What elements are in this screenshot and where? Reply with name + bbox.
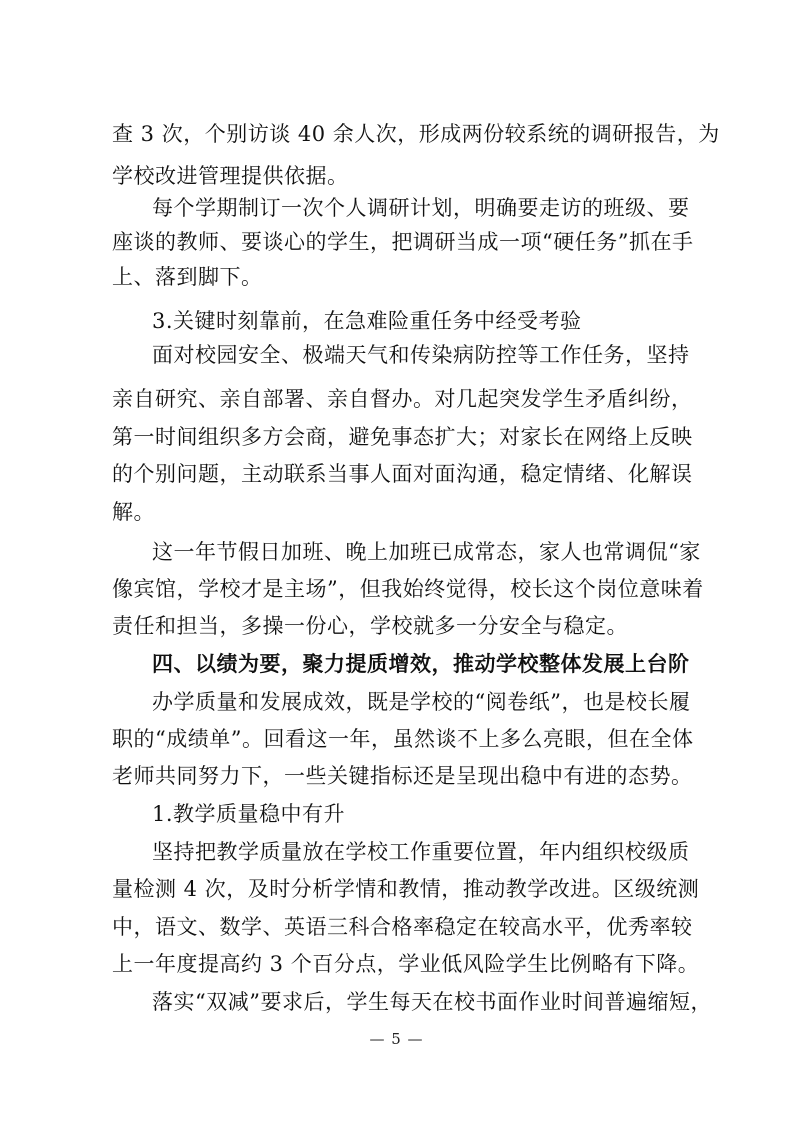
body-text-line: 责任和担当，多操一份心，学校就多一分安全与稳定。 — [112, 614, 628, 638]
subsection-heading: 1.教学质量稳中有升 — [152, 802, 346, 826]
body-text-line: 坚持把教学质量放在学校工作重要位置，年内组织校级质 — [152, 840, 690, 864]
body-text-line: 办学质量和发展成效，既是学校的“阅卷纸”，也是校长履 — [152, 690, 691, 714]
body-text-line: 学校改进管理提供依据。 — [112, 164, 349, 188]
body-text-line: 量检测 4 次，及时分析学情和教情，推动教学改进。区级统测 — [112, 877, 700, 901]
body-text-line: 落实“双减”要求后，学生每天在校书面作业时间普遍缩短， — [152, 990, 712, 1014]
body-text-line: 每个学期制订一次个人调研计划，明确要走访的班级、要 — [152, 196, 690, 220]
body-text-line: 的个别问题，主动联系当事人面对面沟通，稳定情绪、化解误 — [112, 462, 693, 486]
body-text-line: 像宾馆，学校才是主场”，但我始终觉得，校长这个岗位意味着 — [112, 577, 704, 601]
body-text-line: 职的“成绩单”。回看这一年，虽然谈不上多么亮眼，但在全体 — [112, 727, 694, 751]
body-text-line: 亲自研究、亲自部署、亲自督办。对几起突发学生矛盾纠纷， — [112, 387, 693, 411]
body-text-line: 解。 — [112, 500, 155, 524]
body-text-line: 老师共同努力下，一些关键指标还是呈现出稳中有进的态势。 — [112, 764, 693, 788]
section-heading: 四、以绩为要，聚力提质增效，推动学校整体发展上台阶 — [152, 652, 690, 676]
body-text-line: 查 3 次，个别访谈 40 余人次，形成两份较系统的调研报告，为 — [112, 122, 720, 146]
body-text-line: 中，语文、数学、英语三科合格率稳定在较高水平，优秀率较 — [112, 915, 693, 939]
body-text-line: 上一年度提高约 3 个百分点，学业低风险学生比例略有下降。 — [112, 952, 700, 976]
body-text-line: 第一时间组织多方会商，避免事态扩大；对家长在网络上反映 — [112, 425, 693, 449]
body-text-line: 面对校园安全、极端天气和传染病防控等工作任务，坚持 — [152, 343, 690, 367]
body-text-line: 上、落到脚下。 — [112, 265, 263, 289]
body-text-line: 座谈的教师、要谈心的学生，把调研当成一项“硬任务”抓在手 — [112, 230, 694, 254]
subsection-heading: 3.关键时刻靠前，在急难险重任务中经受考验 — [152, 309, 582, 333]
page-number: — 5 — — [369, 1030, 424, 1048]
body-text-line: 这一年节假日加班、晚上加班已成常态，家人也常调侃“家 — [152, 540, 701, 564]
